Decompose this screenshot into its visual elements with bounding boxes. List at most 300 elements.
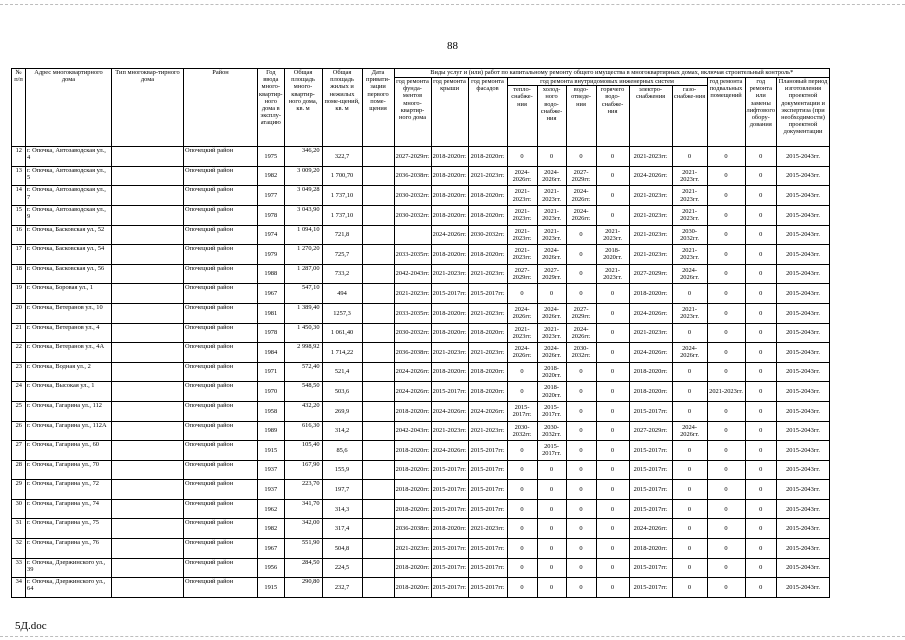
cell-n: 14 xyxy=(12,186,26,206)
cell-living-area: 322,7 xyxy=(322,147,362,167)
cell-sewer: 0 xyxy=(566,441,596,461)
cell-basement: 0 xyxy=(707,264,745,284)
cell-sewer: 0 xyxy=(566,460,596,480)
cell-roof: 2015-2017гг. xyxy=(431,382,468,402)
cell-type xyxy=(112,362,184,382)
cell-type xyxy=(112,205,184,225)
table-row xyxy=(12,401,830,421)
cell-electric: 2018-2020гг. xyxy=(629,362,672,382)
cell-hot-water: 0 xyxy=(596,401,629,421)
header-basement: год ремонта подвальных помещений xyxy=(707,78,745,147)
cell-year: 1937 xyxy=(258,480,285,500)
cell-sewer: 0 xyxy=(566,225,596,245)
cell-total-area: 1 450,30 xyxy=(284,323,322,343)
cell-hot-water: 0 xyxy=(596,284,629,304)
cell-design: 2015-2043гг. xyxy=(777,186,830,206)
cell-sewer: 0 xyxy=(566,480,596,500)
cell-heat: 0 xyxy=(507,441,537,461)
header-heat: тепло-снабже-ния xyxy=(507,86,537,147)
cell-hot-water: 0 xyxy=(596,519,629,539)
table-row xyxy=(12,421,830,441)
cell-design: 2015-2043гг. xyxy=(777,441,830,461)
cell-heat: 2024-2026гг. xyxy=(507,343,537,363)
cell-design: 2015-2043гг. xyxy=(777,323,830,343)
cell-elevator: 0 xyxy=(745,578,776,598)
cell-roof: 2015-2017гг. xyxy=(431,284,468,304)
cell-address: г. Опочка, Ветеранов ул., 10 xyxy=(26,303,112,323)
cell-foundation: 2030-2032гг. xyxy=(394,205,431,225)
cell-cold-water: 0 xyxy=(537,519,566,539)
header-facade: год ремонта фасадов xyxy=(468,78,507,147)
cell-total-area: 548,50 xyxy=(284,382,322,402)
cell-design: 2015-2043гг. xyxy=(777,460,830,480)
cell-sewer: 0 xyxy=(566,519,596,539)
cell-design: 2015-2043гг. xyxy=(777,382,830,402)
cell-district: Опочецкий район xyxy=(184,147,258,167)
cell-hot-water: 0 xyxy=(596,205,629,225)
cell-total-area: 616,30 xyxy=(284,421,322,441)
cell-facade: 2018-2020гг. xyxy=(468,147,507,167)
cell-facade: 2018-2020гг. xyxy=(468,245,507,265)
cell-cold-water: 2015-2017гг. xyxy=(537,401,566,421)
cell-design: 2015-2043гг. xyxy=(777,205,830,225)
cell-facade: 2015-2017гг. xyxy=(468,460,507,480)
header-electric: электро-снабжения xyxy=(629,86,672,147)
cell-hot-water: 0 xyxy=(596,166,629,186)
cell-living-area: 197,7 xyxy=(322,480,362,500)
cell-electric: 2015-2017гг. xyxy=(629,441,672,461)
cell-gas: 2021-2023гг. xyxy=(672,186,707,206)
cell-address: г. Опочка, Гагарина ул., 72 xyxy=(26,480,112,500)
cell-basement: 0 xyxy=(707,499,745,519)
cell-n: 20 xyxy=(12,303,26,323)
cell-heat: 0 xyxy=(507,578,537,598)
cell-hot-water: 0 xyxy=(596,303,629,323)
table-row xyxy=(12,558,830,578)
cell-foundation xyxy=(394,225,431,245)
cell-heat: 0 xyxy=(507,539,537,559)
cell-sewer: 0 xyxy=(566,245,596,265)
cell-district: Опочецкий район xyxy=(184,460,258,480)
cell-roof: 2018-2020гг. xyxy=(431,362,468,382)
cell-total-area: 290,80 xyxy=(284,578,322,598)
header-foundation: год ремонта фунда-ментов много-квартир-ного дома xyxy=(394,78,431,147)
cell-year: 1970 xyxy=(258,382,285,402)
cell-year: 1989 xyxy=(258,421,285,441)
cell-privatization xyxy=(362,401,394,421)
cell-sewer: 0 xyxy=(566,401,596,421)
cell-type xyxy=(112,147,184,167)
cell-roof: 2015-2017гг. xyxy=(431,558,468,578)
table-row xyxy=(12,245,830,265)
cell-n: 30 xyxy=(12,499,26,519)
cell-sewer: 0 xyxy=(566,499,596,519)
cell-foundation: 2021-2023гг. xyxy=(394,284,431,304)
cell-district: Опочецкий район xyxy=(184,382,258,402)
cell-address: г. Опочка, Гагарина ул., 70 xyxy=(26,460,112,480)
cell-facade: 2015-2017гг. xyxy=(468,441,507,461)
cell-hot-water: 0 xyxy=(596,499,629,519)
header-hot-water: горячего водо-снабже-ния xyxy=(596,86,629,147)
table-row xyxy=(12,519,830,539)
cell-gas: 0 xyxy=(672,441,707,461)
cell-heat: 2024-2026гг. xyxy=(507,166,537,186)
cell-heat: 2015-2017гг. xyxy=(507,401,537,421)
cell-design: 2015-2043гг. xyxy=(777,421,830,441)
cell-n: 28 xyxy=(12,460,26,480)
header-cold-water: холод-ного водо-снабже-ния xyxy=(537,86,566,147)
cell-year: 1978 xyxy=(258,323,285,343)
cell-sewer: 0 xyxy=(566,264,596,284)
cell-type xyxy=(112,166,184,186)
cell-district: Опочецкий район xyxy=(184,205,258,225)
cell-heat: 2021-2023гг. xyxy=(507,323,537,343)
cell-living-area: 317,4 xyxy=(322,519,362,539)
cell-electric: 2024-2026гг. xyxy=(629,519,672,539)
cell-design: 2015-2043гг. xyxy=(777,166,830,186)
cell-roof: 2015-2017гг. xyxy=(431,499,468,519)
cell-address: г. Опочка, Боровая ул., 1 xyxy=(26,284,112,304)
cell-gas: 0 xyxy=(672,323,707,343)
cell-design: 2015-2043гг. xyxy=(777,578,830,598)
cell-district: Опочецкий район xyxy=(184,245,258,265)
cell-heat: 0 xyxy=(507,382,537,402)
cell-sewer: 0 xyxy=(566,421,596,441)
table-row xyxy=(12,343,830,363)
cell-roof: 2021-2023гг. xyxy=(431,343,468,363)
table-row xyxy=(12,480,830,500)
cell-gas: 0 xyxy=(672,578,707,598)
cell-cold-water: 2024-2026гг. xyxy=(537,166,566,186)
capital-repair-table xyxy=(11,68,830,598)
cell-electric: 2015-2017гг. xyxy=(629,460,672,480)
cell-design: 2015-2043гг. xyxy=(777,539,830,559)
cell-roof: 2024-2026гг. xyxy=(431,401,468,421)
cell-living-area: 721,8 xyxy=(322,225,362,245)
cell-gas: 0 xyxy=(672,147,707,167)
cell-privatization xyxy=(362,225,394,245)
cell-address: г. Опочка, Басковская ул., 54 xyxy=(26,245,112,265)
cell-n: 32 xyxy=(12,539,26,559)
cell-address: г. Опочка, Гагарина ул., 60 xyxy=(26,441,112,461)
cell-district: Опочецкий район xyxy=(184,303,258,323)
table-row xyxy=(12,186,830,206)
cell-cold-water: 2021-2023гг. xyxy=(537,186,566,206)
cell-privatization xyxy=(362,186,394,206)
cell-sewer: 2027-2029гг. xyxy=(566,303,596,323)
cell-district: Опочецкий район xyxy=(184,186,258,206)
cell-n: 24 xyxy=(12,382,26,402)
cell-basement: 0 xyxy=(707,303,745,323)
cell-living-area: 494 xyxy=(322,284,362,304)
cell-total-area: 1 270,20 xyxy=(284,245,322,265)
cell-design: 2015-2043гг. xyxy=(777,558,830,578)
cell-heat: 2027-2029гг. xyxy=(507,264,537,284)
cell-living-area: 733,2 xyxy=(322,264,362,284)
cell-address: г. Опочка, Гагарина ул., 112А xyxy=(26,421,112,441)
cell-n: 23 xyxy=(12,362,26,382)
cell-total-area: 547,10 xyxy=(284,284,322,304)
cell-foundation: 2036-2038гг. xyxy=(394,519,431,539)
cell-electric: 2024-2026гг. xyxy=(629,303,672,323)
cell-facade: 2021-2023гг. xyxy=(468,303,507,323)
table-row xyxy=(12,499,830,519)
cell-facade: 2018-2020гг. xyxy=(468,205,507,225)
table-row xyxy=(12,323,830,343)
page-number: 88 xyxy=(447,40,458,52)
cell-district: Опочецкий район xyxy=(184,421,258,441)
cell-n: 27 xyxy=(12,441,26,461)
cell-living-area: 1 700,70 xyxy=(322,166,362,186)
cell-n: 15 xyxy=(12,205,26,225)
cell-heat: 0 xyxy=(507,519,537,539)
cell-n: 13 xyxy=(12,166,26,186)
cell-privatization xyxy=(362,205,394,225)
cell-privatization xyxy=(362,382,394,402)
cell-district: Опочецкий район xyxy=(184,441,258,461)
cell-electric: 2015-2017гг. xyxy=(629,499,672,519)
cell-electric: 2015-2017гг. xyxy=(629,480,672,500)
cell-type xyxy=(112,539,184,559)
cell-hot-water: 0 xyxy=(596,480,629,500)
cell-electric: 2021-2023гг. xyxy=(629,147,672,167)
cell-address: г. Опочка, Басковская ул., 52 xyxy=(26,225,112,245)
cell-privatization xyxy=(362,460,394,480)
header-design: Плановый период изготовления проектной документации и экспертиза (при необходимости) проектной документации xyxy=(777,78,830,147)
header-year: Год ввода много-квартир-ного дома в эксплу-атацию xyxy=(258,69,285,147)
cell-gas: 0 xyxy=(672,382,707,402)
cell-privatization xyxy=(362,323,394,343)
cell-type xyxy=(112,401,184,421)
cell-n: 33 xyxy=(12,558,26,578)
cell-basement: 0 xyxy=(707,166,745,186)
cell-electric: 2015-2017гг. xyxy=(629,558,672,578)
header-type: Тип многоквар-тирного дома xyxy=(112,69,184,147)
cell-electric: 2021-2023гг. xyxy=(629,186,672,206)
cell-district: Опочецкий район xyxy=(184,264,258,284)
cell-electric: 2027-2029гг. xyxy=(629,264,672,284)
cell-hot-water: 2021-2023гг. xyxy=(596,225,629,245)
cell-elevator: 0 xyxy=(745,205,776,225)
cell-address: г. Опочка, Гагарина ул., 112 xyxy=(26,401,112,421)
cell-living-area: 1 061,40 xyxy=(322,323,362,343)
cell-privatization xyxy=(362,303,394,323)
cell-district: Опочецкий район xyxy=(184,558,258,578)
cell-roof: 2018-2020гг. xyxy=(431,166,468,186)
cell-year: 1988 xyxy=(258,264,285,284)
cell-district: Опочецкий район xyxy=(184,323,258,343)
cell-sewer: 2024-2026гг. xyxy=(566,205,596,225)
cell-elevator: 0 xyxy=(745,186,776,206)
cell-heat: 2021-2023гг. xyxy=(507,186,537,206)
cell-living-area: 1 714,22 xyxy=(322,343,362,363)
cell-design: 2015-2043гг. xyxy=(777,343,830,363)
table-row xyxy=(12,225,830,245)
cell-basement: 0 xyxy=(707,539,745,559)
cell-basement: 0 xyxy=(707,441,745,461)
cell-total-area: 284,50 xyxy=(284,558,322,578)
top-scan-edge xyxy=(0,4,905,5)
cell-district: Опочецкий район xyxy=(184,401,258,421)
cell-foundation: 2030-2032гг. xyxy=(394,186,431,206)
cell-facade: 2021-2023гг. xyxy=(468,519,507,539)
cell-address: г. Опочка, Ветеранов ул., 4А xyxy=(26,343,112,363)
cell-cold-water: 0 xyxy=(537,480,566,500)
cell-year: 1984 xyxy=(258,343,285,363)
cell-district: Опочецкий район xyxy=(184,343,258,363)
cell-gas: 2021-2023гг. xyxy=(672,245,707,265)
cell-roof: 2015-2017гг. xyxy=(431,578,468,598)
cell-hot-water: 0 xyxy=(596,362,629,382)
cell-foundation: 2024-2026гг. xyxy=(394,382,431,402)
cell-district: Опочецкий район xyxy=(184,166,258,186)
cell-hot-water: 0 xyxy=(596,578,629,598)
cell-facade: 2015-2017гг. xyxy=(468,558,507,578)
cell-elevator: 0 xyxy=(745,401,776,421)
cell-cold-water: 2021-2023гг. xyxy=(537,205,566,225)
cell-type xyxy=(112,382,184,402)
cell-address: г. Опочка, Автозаводская ул., 9 xyxy=(26,205,112,225)
table-row xyxy=(12,284,830,304)
cell-address: г. Опочка, Дзержинского ул., 39 xyxy=(26,558,112,578)
cell-hot-water: 0 xyxy=(596,421,629,441)
cell-design: 2015-2043гг. xyxy=(777,264,830,284)
cell-n: 22 xyxy=(12,343,26,363)
cell-year: 1975 xyxy=(258,147,285,167)
cell-cold-water: 0 xyxy=(537,499,566,519)
cell-type xyxy=(112,499,184,519)
cell-electric: 2018-2020гг. xyxy=(629,539,672,559)
cell-cold-water: 2018-2020гг. xyxy=(537,362,566,382)
cell-basement: 0 xyxy=(707,480,745,500)
cell-roof: 2015-2017гг. xyxy=(431,460,468,480)
cell-n: 17 xyxy=(12,245,26,265)
cell-total-area: 341,70 xyxy=(284,499,322,519)
cell-n: 34 xyxy=(12,578,26,598)
cell-cold-water: 2015-2017гг. xyxy=(537,441,566,461)
cell-cold-water: 2024-2026гг. xyxy=(537,343,566,363)
cell-privatization xyxy=(362,284,394,304)
table-body xyxy=(12,147,830,598)
cell-facade: 2018-2020гг. xyxy=(468,323,507,343)
cell-total-area: 572,40 xyxy=(284,362,322,382)
cell-n: 19 xyxy=(12,284,26,304)
cell-sewer: 0 xyxy=(566,147,596,167)
cell-basement: 0 xyxy=(707,186,745,206)
cell-hot-water: 0 xyxy=(596,441,629,461)
cell-address: г. Опочка, Гагарина ул., 76 xyxy=(26,539,112,559)
footer-filename: 5Д.doc xyxy=(15,620,47,632)
header-address: Адрес многоквартирного дома xyxy=(26,69,112,147)
cell-year: 1967 xyxy=(258,539,285,559)
cell-heat: 0 xyxy=(507,147,537,167)
cell-sewer: 2024-2026гг. xyxy=(566,323,596,343)
cell-foundation: 2018-2020гг. xyxy=(394,499,431,519)
cell-elevator: 0 xyxy=(745,343,776,363)
cell-hot-water: 0 xyxy=(596,539,629,559)
cell-type xyxy=(112,303,184,323)
cell-year: 1981 xyxy=(258,303,285,323)
cell-electric: 2018-2020гг. xyxy=(629,284,672,304)
cell-basement: 0 xyxy=(707,205,745,225)
cell-design: 2015-2043гг. xyxy=(777,401,830,421)
cell-living-area: 504,8 xyxy=(322,539,362,559)
cell-basement: 0 xyxy=(707,362,745,382)
cell-gas: 2021-2023гг. xyxy=(672,166,707,186)
header-n: № п/п xyxy=(12,69,26,147)
cell-electric: 2024-2026гг. xyxy=(629,343,672,363)
cell-design: 2015-2043гг. xyxy=(777,245,830,265)
cell-gas: 0 xyxy=(672,558,707,578)
cell-total-area: 3 049,28 xyxy=(284,186,322,206)
cell-elevator: 0 xyxy=(745,460,776,480)
cell-basement: 2021-2023гг. xyxy=(707,382,745,402)
cell-type xyxy=(112,245,184,265)
cell-roof: 2018-2020гг. xyxy=(431,245,468,265)
table-row xyxy=(12,166,830,186)
cell-privatization xyxy=(362,578,394,598)
cell-roof: 2024-2026гг. xyxy=(431,225,468,245)
cell-roof: 2024-2026гг. xyxy=(431,441,468,461)
cell-electric: 2018-2020гг. xyxy=(629,382,672,402)
cell-cold-water: 0 xyxy=(537,558,566,578)
cell-type xyxy=(112,284,184,304)
cell-foundation: 2036-2038гг. xyxy=(394,343,431,363)
cell-foundation: 2021-2023гг. xyxy=(394,539,431,559)
cell-sewer: 0 xyxy=(566,578,596,598)
cell-privatization xyxy=(362,264,394,284)
cell-cold-water: 2021-2023гг. xyxy=(537,323,566,343)
cell-total-area: 105,40 xyxy=(284,441,322,461)
cell-n: 18 xyxy=(12,264,26,284)
cell-basement: 0 xyxy=(707,578,745,598)
table-row xyxy=(12,303,830,323)
cell-cold-water: 2024-2026гг. xyxy=(537,245,566,265)
table-row xyxy=(12,205,830,225)
cell-facade: 2015-2017гг. xyxy=(468,539,507,559)
cell-cold-water: 0 xyxy=(537,539,566,559)
cell-year: 1962 xyxy=(258,499,285,519)
cell-basement: 0 xyxy=(707,460,745,480)
cell-foundation: 2018-2020гг. xyxy=(394,401,431,421)
cell-elevator: 0 xyxy=(745,166,776,186)
cell-heat: 0 xyxy=(507,284,537,304)
cell-elevator: 0 xyxy=(745,245,776,265)
cell-hot-water: 0 xyxy=(596,343,629,363)
cell-facade: 2021-2023гг. xyxy=(468,264,507,284)
cell-gas: 2030-2032гг. xyxy=(672,225,707,245)
cell-total-area: 1 287,00 xyxy=(284,264,322,284)
cell-cold-water: 0 xyxy=(537,460,566,480)
cell-design: 2015-2043гг. xyxy=(777,362,830,382)
cell-hot-water: 0 xyxy=(596,460,629,480)
header-living-area: Общая площадь жилых и нежилых поме-щений, кв. м xyxy=(322,69,362,147)
cell-living-area: 521,4 xyxy=(322,362,362,382)
cell-year: 1979 xyxy=(258,245,285,265)
cell-facade: 2021-2023гг. xyxy=(468,166,507,186)
cell-foundation: 2018-2020гг. xyxy=(394,558,431,578)
cell-hot-water: 0 xyxy=(596,323,629,343)
cell-district: Опочецкий район xyxy=(184,499,258,519)
cell-year: 1974 xyxy=(258,225,285,245)
cell-privatization xyxy=(362,245,394,265)
cell-living-area: 1257,3 xyxy=(322,303,362,323)
cell-roof: 2015-2017гг. xyxy=(431,539,468,559)
bottom-scan-edge xyxy=(0,636,905,637)
cell-district: Опочецкий район xyxy=(184,480,258,500)
cell-privatization xyxy=(362,499,394,519)
cell-facade: 2018-2020гг. xyxy=(468,382,507,402)
